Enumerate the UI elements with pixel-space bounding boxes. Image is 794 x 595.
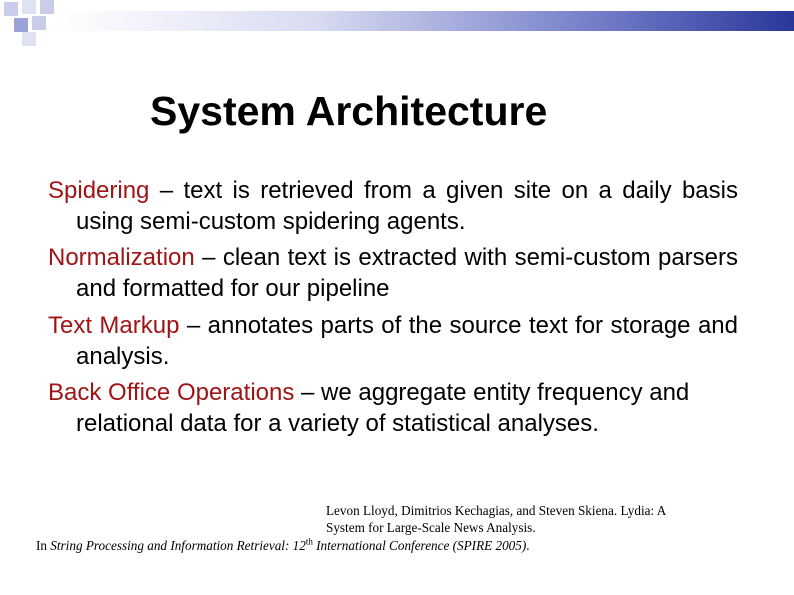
list-item [48, 378, 738, 439]
item-term: Spidering [48, 177, 150, 204]
citation-line: System for Large-Scale News Analysis. [326, 520, 536, 535]
citation-prefix: In [36, 538, 51, 553]
item-description: – clean text is extracted with semi-custom parsers and formatted for our pipeline [76, 244, 738, 303]
slide-title: System Architecture [150, 88, 548, 134]
citation-venue-cont: International Conference (SPIRE 2005) [312, 538, 527, 553]
decor-square [32, 16, 46, 30]
item-term: Normalization [48, 244, 195, 272]
list-item [48, 243, 738, 304]
decor-square [22, 32, 36, 46]
item-term: Text Markup [48, 311, 180, 339]
decor-square [40, 0, 54, 14]
decorative-header-band [0, 0, 794, 40]
list-item [48, 176, 738, 237]
decor-square [22, 0, 36, 14]
decor-square [14, 18, 28, 32]
citation-superscript: th [305, 536, 313, 547]
citation-venue: String Processing and Information Retrieval: 12 [50, 538, 306, 553]
slide-body [48, 176, 738, 446]
header-gradient-bar [56, 11, 794, 31]
citation-suffix: . [526, 538, 530, 553]
list-item [48, 311, 738, 372]
item-description: – text is retrieved from a given site on a daily basis using semi-custom spidering agents. [76, 177, 738, 235]
item-term: Back Office Operations [48, 379, 295, 407]
item-description: – we aggregate entity frequency and relational data for a variety of statistical analyses. [76, 379, 690, 437]
citation-line: Levon Lloyd, Dimitrios Kechagias, and Steven Skiena. Lydia: A [326, 503, 667, 518]
decor-square [4, 2, 18, 16]
citation-line [36, 537, 530, 554]
item-description: – annotates parts of the source text for storage and analysis. [76, 311, 738, 370]
